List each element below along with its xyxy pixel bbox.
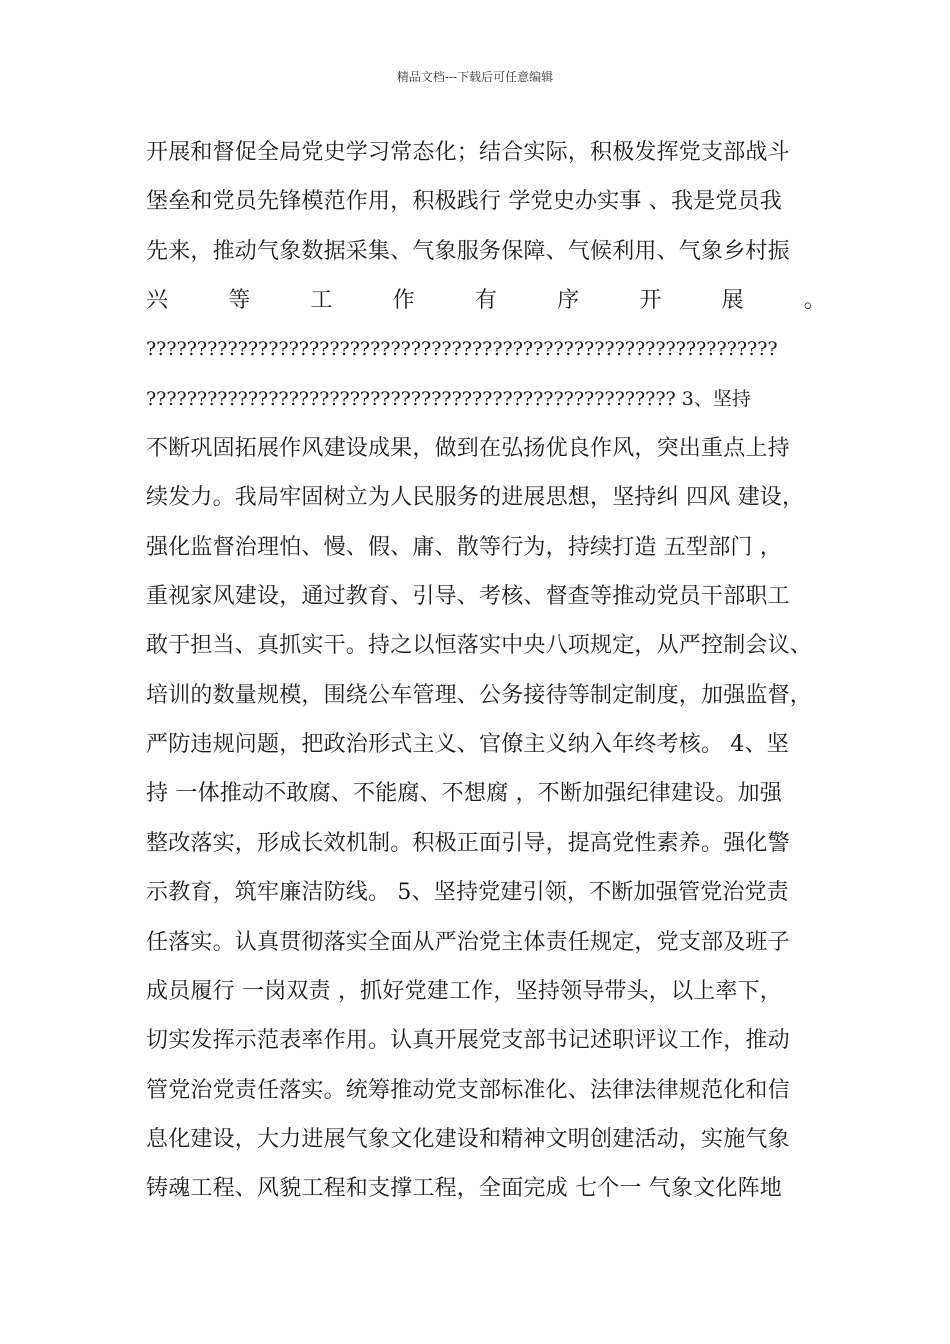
text-line: 堡垒和党员先锋模范作用，积极践行 学党史办实事 、我是党员我	[146, 189, 782, 215]
text-line: 开展和督促全局党史学习常态化；结合实际，积极发挥党支部战斗	[146, 140, 790, 165]
text-line: 强化监督治理怕、慢、假、庸、散等行为，持续打造 五型部门 ，	[146, 534, 782, 560]
text-line: 整改落实，形成长效机制。积极正面引导，提高党性素养。强化警	[146, 830, 790, 856]
text-line: 培训的数量规模，围绕公车管理、公务接待等制定制度，加强监督，	[146, 682, 813, 708]
garbled-line: ???????????????????????????????????????????????????? 3、坚持	[146, 387, 751, 410]
spread-char: 开	[639, 288, 662, 314]
spread-char: 作	[392, 288, 415, 314]
text-line: 先来，推动气象数据采集、气象服务保障、气候利用、气象乡村振	[146, 238, 790, 264]
spread-char: 兴	[146, 288, 169, 314]
garbled-line: ??????????????????????????????????????????????????????????????	[146, 338, 778, 361]
spread-char: 有	[474, 288, 498, 314]
text-line: 敢于担当、真抓实干。持之以恒落实中央八项规定，从严控制会议、	[146, 633, 813, 659]
text-line: 示教育，筑牢廉洁防线。 5、坚持党建引领，不断加强管党治党责	[146, 880, 789, 906]
text-line: 重视家风建设，通过教育、引导、考核、督查等推动党员干部职工	[146, 584, 790, 610]
spread-char: 工	[310, 288, 333, 314]
text-line: 续发力。我局牢固树立为人民服务的进展思想，坚持纠 四风 建设，	[146, 485, 805, 511]
text-line: 任落实。认真贯彻落实全面从严治党主体责任规定，党支部及班子	[146, 929, 790, 955]
text-line: 严防违规问题，把政治形式主义、官僚主义纳入年终考核。 4、坚	[146, 732, 789, 758]
spread-char: 等	[228, 288, 251, 314]
text-line: 息化建设，大力进展气象文化建设和精神文明创建活动，实施气象	[146, 1126, 790, 1152]
text-line: 成员履行 一岗双责 ，抓好党建工作，坚持领导带头，以上率下，	[146, 978, 782, 1004]
page-header: 精品文档---下载后可任意编辑	[396, 70, 554, 84]
spread-line	[146, 276, 826, 325]
text-line: 切实发挥示范表率作用。认真开展党支部书记述职评议工作，推动	[146, 1028, 790, 1054]
spread-char: 展	[721, 288, 744, 314]
text-line: 持 一体推动不敢腐、不能腐、不想腐 ，不断加强纪律建设。加强	[146, 781, 782, 807]
text-line: 不断巩固拓展作风建设成果，做到在弘扬优良作风，突出重点上持	[146, 436, 790, 462]
text-line: 管党治党责任落实。统筹推动党支部标准化、法律法律规范化和信	[146, 1077, 790, 1103]
text-line: 铸魂工程、风貌工程和支撑工程，全面完成 七个一 气象文化阵地	[146, 1176, 782, 1202]
spread-char: 序	[557, 288, 580, 314]
body-text	[146, 128, 826, 1214]
spread-char: 。	[803, 288, 826, 314]
